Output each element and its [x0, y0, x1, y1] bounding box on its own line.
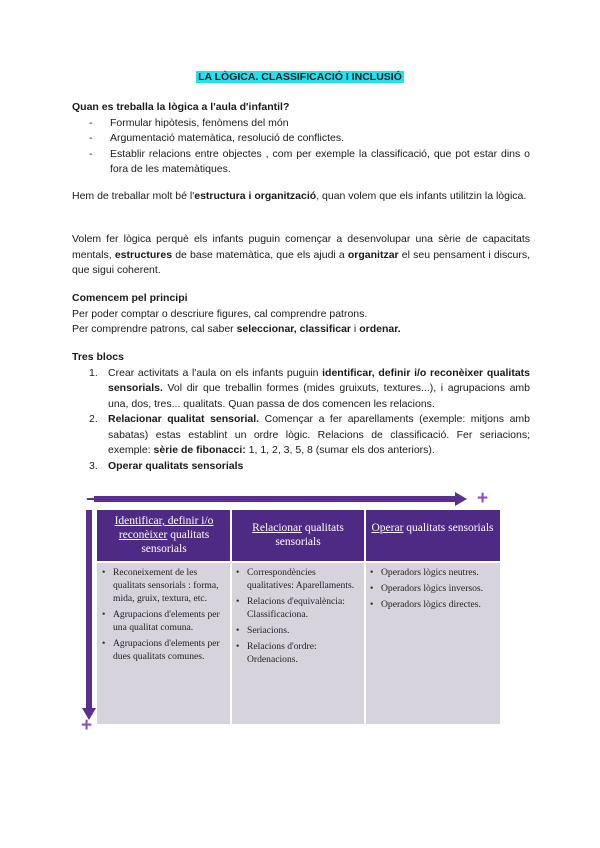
bold-span: estructura i organització	[194, 190, 317, 202]
list-item: • Reconeixement de les qualitats sensorials : forma, mida, gruix, textura, etc.	[102, 567, 219, 604]
text-span: de base matemàtica, que els ajudi a	[172, 248, 348, 261]
section-heading: Quan es treballa la lògica a l'aula d'infantil?	[72, 101, 290, 113]
list-item: • Seriacions.	[236, 625, 290, 636]
numbered-list	[72, 366, 530, 475]
horizontal-arrow-head	[455, 492, 467, 506]
list-item: • Correspondències qualitatives: Aparellaments.	[236, 567, 355, 591]
plus-icon: +	[477, 488, 489, 509]
text-span: el seu pensament i discurs, que sigui coherent.	[72, 248, 530, 276]
section-heading: Tres blocs	[72, 351, 124, 363]
list-item: • Relacions d'equivalència: Classificaciona.	[236, 596, 345, 620]
bold-span: estructures	[114, 248, 173, 261]
list-item: 1. Crear activitats a l'aula on els infants puguin identificar, definir i/o reconèixer qualitats sensorials. Vol dir que treballin formes (mides gruixuts, textures...), i agrupacions amb una, dos, tres... qualitats. Quan passa de dos comencen les relacions.	[89, 366, 530, 410]
section-heading: Comencem pel principi	[72, 292, 188, 304]
list-item: • Operadors lògics neutres.	[370, 567, 479, 578]
text-span: Hem de treballar molt bé l'	[72, 190, 195, 202]
list-item: - Establir relacions entre objectes , com per exemple la classificació, que pot estar dins o fora de les matemàtiques.	[72, 147, 530, 178]
text-span: Volem fer lògica perquè els infants puguin començar a desenvolupar una sèrie de capacitats mentals,	[72, 233, 530, 261]
list-item: • Agrupacions d'elements per dues qualitats comunes.	[102, 638, 220, 662]
list-item: - Argumentació matemàtica, resolució de conflictes.	[72, 131, 530, 147]
bold-span: organitzar	[347, 248, 399, 261]
list-item: • Relacions d'ordre: Ordenacions.	[236, 641, 317, 665]
list-item: 2. Relacionar qualitat sensorial. Començar a fer aparellaments (exemple: mitjons amb sabatas) estas establint un ordre lògic. Relacions de classificació. Fer seriacions; exemple: sèrie de fibonacci: 1, 1, 2, 3, 5, 8 (sumar els dos anteriors).	[89, 413, 530, 456]
list-item: 3. Operar qualitats sensorials	[89, 459, 244, 472]
section-start	[72, 291, 530, 338]
column-body-relacionar	[233, 566, 363, 724]
column-header-identificar: Identificar, definir i/o reconèixer qualitats sensorials	[114, 515, 214, 555]
document-title: LA LÒGICA. CLASSIFICACIÓ I INCLUSIÓ	[198, 71, 402, 83]
list-item: • Operadors lògics inversos.	[370, 583, 484, 594]
list-item: • Agrupacions d'elements per una qualitat comuna.	[102, 609, 220, 633]
column-body-operar	[367, 566, 498, 724]
minus-icon: −	[86, 489, 97, 509]
column-body-identificar	[99, 566, 229, 724]
plus-icon: +	[81, 715, 93, 733]
list-item: - Formular hipòtesis, fenòmens del món	[72, 116, 530, 132]
section-three-blocks	[72, 350, 530, 474]
column-header-operar: Operar qualitats sensorials	[371, 522, 494, 534]
paragraph-why-logic	[72, 232, 530, 279]
list-item: • Operadors lògics directes.	[370, 599, 481, 610]
column-header-relacionar: Relacionar qualitats sensorials	[252, 522, 344, 548]
text-line: Per comprendre patrons, cal saber seleccionar, classificar i ordenar.	[72, 323, 401, 335]
text-span: , quan volem que els infants utilitzin la lògica.	[316, 190, 527, 202]
three-blocks-diagram	[80, 488, 500, 733]
text-line: Per poder comptar o descriure figures, cal comprendre patrons.	[72, 307, 368, 320]
bullet-list	[72, 116, 530, 178]
paragraph-structure	[72, 189, 530, 205]
section-logic-in-classroom	[72, 100, 530, 178]
